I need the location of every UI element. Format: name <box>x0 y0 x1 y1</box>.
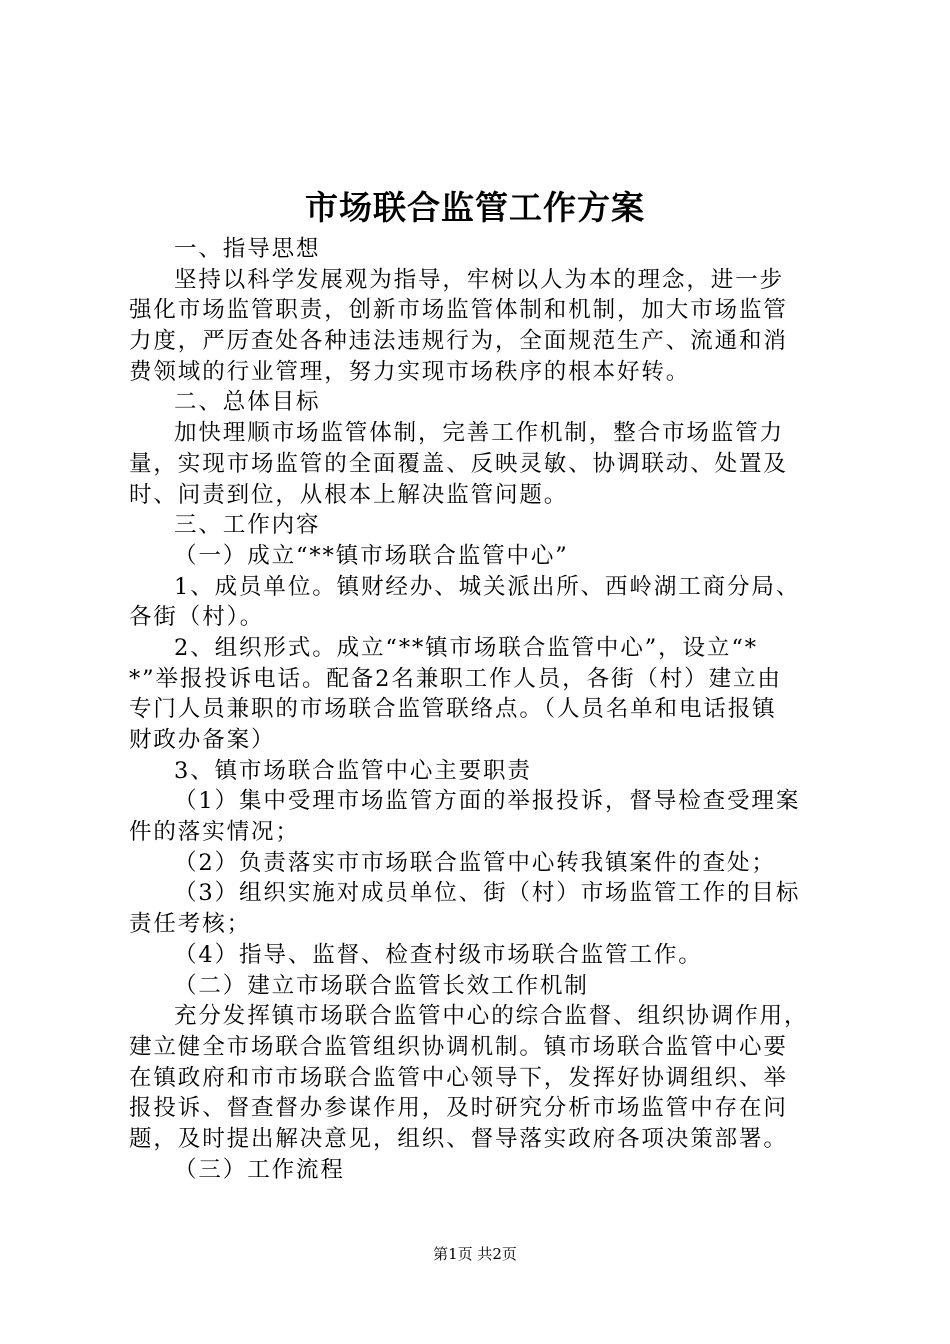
text-line: 件的落实情况； <box>129 819 300 846</box>
text-line: 时、问责到位，从根本上解决监管问题。 <box>129 481 569 508</box>
text-line: 建立健全市场联合监管组织协调机制。镇市场联合监管中心要 <box>129 1033 788 1060</box>
text-line: 2、组织形式。成立“**镇市场联合监管中心”，设立“* <box>174 634 758 661</box>
text-line: 充分发挥镇市场联合监管中心的综合监督、组织协调作用， <box>174 1003 809 1030</box>
text-line: 量，实现市场监管的全面覆盖、反映灵敏、协调联动、处置及 <box>129 450 788 477</box>
text-line: 报投诉、督查督办参谋作用，及时研究分析市场监管中存在问 <box>129 1095 788 1122</box>
text-line: （三）工作流程 <box>174 1156 345 1183</box>
text-line: 各街（村）。 <box>129 604 265 631</box>
text-line: 专门人员兼职的市场联合监管联络点。（人员名单和电话报镇 <box>129 696 777 723</box>
text-line: （3）组织实施对成员单位、街（村）市场监管工作的目标 <box>174 880 801 907</box>
text-line: （4）指导、监督、检查村级市场联合监管工作。 <box>174 941 703 968</box>
text-line: （一）成立“**镇市场联合监管中心” <box>174 542 569 569</box>
text-line: 财政办备案） <box>129 727 276 753</box>
text-line: 加快理顺市场监管体制，完善工作机制，整合市场监管力 <box>174 420 785 447</box>
text-line: 在镇政府和市市场联合监管中心领导下，发挥好协调组织、举 <box>129 1064 788 1091</box>
text-line: 二、总体目标 <box>174 389 321 416</box>
text-line: 三、工作内容 <box>174 512 321 539</box>
text-line: 题，及时提出解决意见，组织、督导落实政府各项决策部署。 <box>129 1125 788 1152</box>
document-body <box>129 234 829 1185</box>
text-line: 强化市场监管职责，创新市场监管体制和机制，加大市场监管 <box>129 297 788 324</box>
page-footer: 第1页 共2页 <box>433 1245 517 1263</box>
text-line: 一、指导思想 <box>174 236 321 262</box>
text-line: （1）集中受理市场监管方面的举报投诉，督导检查受理案 <box>174 788 801 815</box>
text-line: 3、镇市场联合监管中心主要职责 <box>174 757 532 784</box>
document-title: 市场联合监管工作方案 <box>305 188 645 227</box>
text-line: 1、成员单位。镇财经办、城关派出所、西岭湖工商分局、 <box>174 573 801 600</box>
text-line: *”举报投诉电话。配备2名兼职工作人员，各街（村）建立由 <box>129 665 782 692</box>
text-line: 费领域的行业管理，努力实现市场秩序的根本好转。 <box>129 358 691 385</box>
text-line: 力度，严厉查处各种违法违规行为，全面规范生产、流通和消 <box>129 328 788 355</box>
text-line: 责任考核； <box>129 911 252 938</box>
text-line: （二）建立市场联合监管长效工作机制 <box>174 972 589 999</box>
text-line: 坚持以科学发展观为指导，牢树以人为本的理念，进一步 <box>174 266 785 293</box>
text-line: （2）负责落实市市场联合监管中心转我镇案件的查处； <box>174 849 776 876</box>
